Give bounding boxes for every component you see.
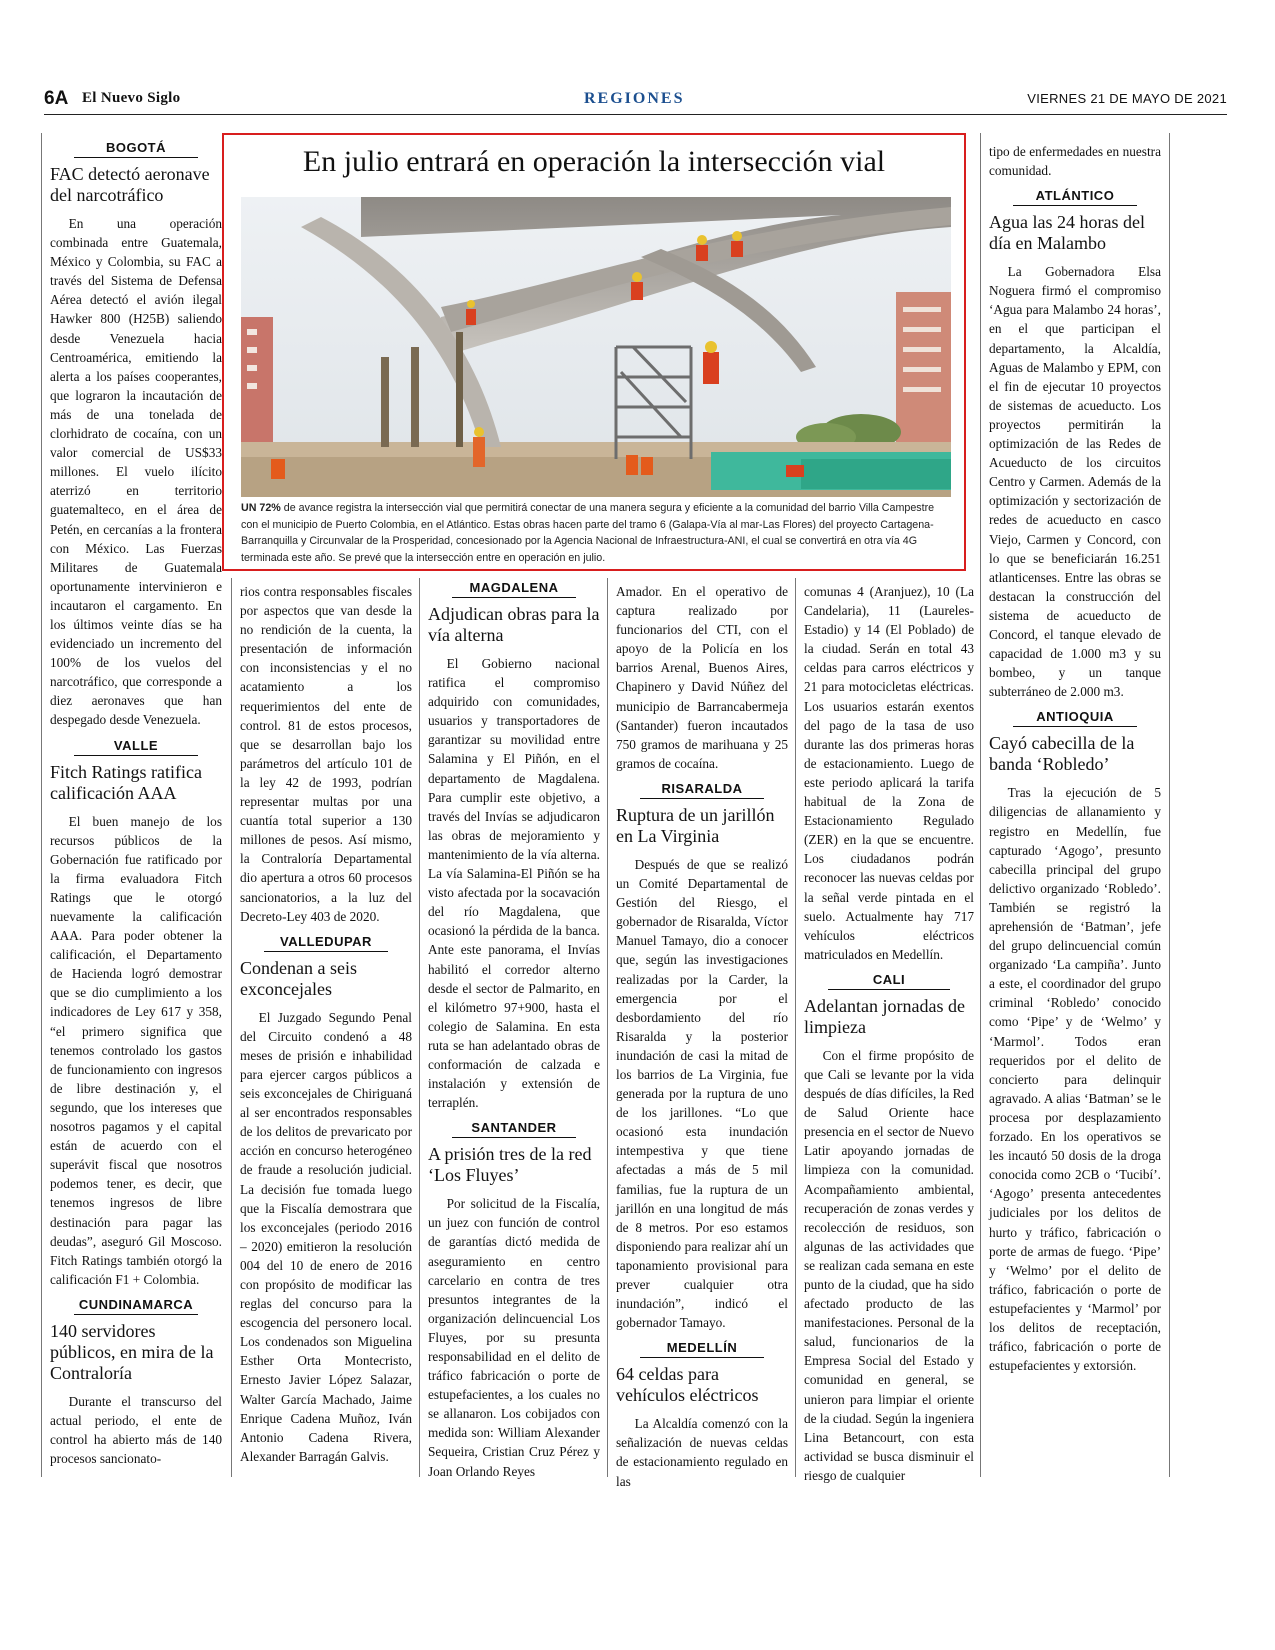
article-body-medellin-continued: comunas 4 (Aranjuez), 10 (La Candelaria), 11 (Laureles-Estadio) y 14 (El Poblado) de la ciudad. Serán en total 43 celdas para carros eléctricos y 21 para motocicletas eléctricas. Los usuarios estarán exentos del pago de la tasa de uso durante las dos primeras horas de estacionamiento. Luego de este periodo aplicará la tarifa habitual de la Zona de Estacionamiento Regulado (ZER) en la que se encuentre. Los ciudadanos podrán reconocer las nuevas celdas por la señal verde pintada en el suelo. Actualmente hay 717 vehículos eléctricos matriculados en Medellín. bbox=[804, 584, 974, 962]
article-body-cundinamarca-continued: rios contra responsables fiscales por aspectos que van desde la no rendición de la cuenta, la presentación de información con inconsistencias y el no acatamiento a los requerimientos del ente de control. 81 de estos procesos, que se desarrollan bajo los parámetros del artículo 101 de la ley 42 de 1993, podrían representar multas por una cuantía total superior a 130 millones de pesos. Así mismo, la Contraloría Departamental dio apertura a otros 60 procesos sancionatorios, a la luz del Decreto-Ley 403 de 2020. bbox=[240, 584, 412, 924]
article-body-antioquia: Tras la ejecución de 5 diligencias de allanamiento y registro en Medellín, fue capturado ‘Agogo’, presunto cabecilla principal del grupo delictivo organizado ‘Robledo’. También se registró la aprehensión de ‘Batman’, jefe del grupo delincuencial común organizado ‘La campiña’. Junto a este, el coordinador del grupo criminal ‘Robledo’ conocido como ‘Pipe’ y de ‘Welmo’ y ‘Marmol’. Todos eran requeridos por el delito de concierto para delinquir agravado. A alias ‘Batman’ se le procesa por desplazamiento forzado. En los operativos se les incautó 50 dosis de la droga conocida como 2CB o ‘Tucibí’. ‘Agogo’ presenta antecedentes judiciales por los delitos de hurto y tráfico, fabricación o porte de armas de fuego. ‘Pipe’ y ‘Welmo’ por el delito de tráfico, fabricación o porte de estupefacientes y ‘Marmol’ por los delitos de receptación, tráfico, fabricación o porte de estupefacientes y extorsión. bbox=[989, 785, 1161, 1374]
article-body-cundinamarca: Durante el transcurso del actual periodo, el ente de control ha abierto más de 140 procesos sancionato- bbox=[50, 1393, 222, 1467]
column-rule bbox=[419, 578, 420, 1477]
region-label-valle: VALLE bbox=[74, 738, 198, 756]
header-rule bbox=[44, 114, 1227, 115]
featured-headline: En julio entrará en operación la intersección vial bbox=[302, 145, 886, 178]
article-body-medellin: La Alcaldía comenzó con la señalización de nuevas celdas de estacionamiento regulado en las bbox=[616, 1416, 788, 1489]
headline-antioquia: Cayó cabecilla de la banda ‘Robledo’ bbox=[989, 733, 1135, 775]
featured-article[interactable] bbox=[222, 133, 966, 571]
section-title: REGIONES bbox=[584, 90, 685, 107]
headline-cundinamarca: 140 servidores públicos, en mira de la Contraloría bbox=[50, 1320, 214, 1383]
article-body-cali-continued: tipo de enfermedades en nuestra comunidad. bbox=[989, 144, 1161, 179]
region-label-atlantico: ATLÁNTICO bbox=[1013, 188, 1137, 206]
page-number: 6A bbox=[44, 88, 69, 109]
photo-caption bbox=[241, 500, 951, 566]
column-6 bbox=[989, 142, 1161, 1477]
headline-valle: Fitch Ratings ratifica calificación AAA bbox=[50, 761, 202, 803]
column-rule bbox=[607, 578, 608, 1477]
column-rule bbox=[795, 578, 796, 1477]
headline-bogota: FAC detectó aeronave del narcotráfico bbox=[50, 164, 210, 205]
article-body-valle: El buen manejo de los recursos públicos de la Gobernación fue ratificado por la firma evaluadora Fitch Ratings que le otorgó nuevamente la calificación AAA. Para poder obtener la calificación, el Departamento de Hacienda logró demostrar que se dio cumplimiento a los indicadores de Ley 617 y 358, “el primero significa que tenemos controlado los gastos de funcionamiento con ingresos de libre destinación y, el segundo, que los intereses que nosotros pagamos y el capital están de acuerdo con el superávit fiscal que nosotros podemos tener, es decir, que tenemos ingresos de libre destinación para pagar las deudas”, aseguró Gil Moscoso. Fitch Ratings también otorgó la calificación F1 + Colombia. bbox=[50, 813, 222, 1287]
region-label-santander: SANTANDER bbox=[452, 1120, 576, 1138]
article-body-valledupar: El Juzgado Segundo Penal del Circuito condenó a 48 meses de prisión e inhabilidad para ejercer cargos públicos a seis exconcejales de Chiriguaná al ser encontrados responsables de los delitos de prevaricato por acción en concurso heterogéneo de fraude a resolución judicial. La decisión fue tomada luego que la Fiscalía demostrara que los exconcejales (periodo 2016 – 2020) emitieron la resolución 004 del 10 de enero de 2016 con propósito de modificar las reglas del concurso para la escogencia del personero local. Los condenados son Miguelina Esther Orta Montecristo, Ernesto Javier López Salazar, Walter García Machado, Jaime Enrique Cadena Muñoz, Iván Antonio Cadena Rivera, Alexander Barragán Galvis. bbox=[240, 1009, 412, 1464]
newspaper-name: El Nuevo Siglo bbox=[82, 90, 181, 106]
construction-photo bbox=[241, 197, 951, 497]
headline-risaralda: Ruptura de un jarillón en La Virginia bbox=[616, 804, 775, 846]
region-label-cundinamarca: CUNDINAMARCA bbox=[74, 1297, 198, 1315]
column-rule bbox=[41, 133, 42, 1477]
region-label-cali: CALI bbox=[828, 972, 950, 990]
region-label-medellin: MEDELLÍN bbox=[640, 1340, 764, 1358]
article-body-atlantico: La Gobernadora Elsa Noguera firmó el compromiso ‘Agua para Malambo 24 horas’, en el que participan el departamento, la Alcaldía, Aguas de Malambo y EPM, con el fin de ejecutar 10 proyectos de sistemas de acueducto. Los proyectos permitirán la optimización de las Redes de Acueducto de los circuitos Centro y Carmen. Además de la optimización y sectorización de redes de acueducto en casco Viejo, Carmen y Concord, con lo que se beneficiarán 16.251 atlanticenses. Entre las obras se destacan la construcción del sistema de acueducto de Concord, el tanque elevado de capacidad de 1.000 m3 y su bombeo, y un tanque subterráneo de 2.000 m3. bbox=[989, 264, 1161, 700]
headline-valledupar: Condenan a seis exconcejales bbox=[240, 957, 357, 999]
headline-magdalena: Adjudican obras para la vía alterna bbox=[428, 604, 600, 645]
column-4 bbox=[616, 582, 788, 1489]
region-label-bogota: BOGOTÁ bbox=[74, 140, 198, 158]
headline-atlantico: Agua las 24 horas del día en Malambo bbox=[989, 212, 1145, 254]
region-label-antioquia: ANTIOQUIA bbox=[1013, 709, 1137, 727]
column-rule bbox=[231, 578, 232, 1477]
region-label-risaralda: RISARALDA bbox=[640, 781, 764, 799]
issue-date: VIERNES 21 DE MAYO DE 2021 bbox=[1027, 91, 1227, 106]
column-rule bbox=[1169, 133, 1170, 1477]
region-label-valledupar: VALLEDUPAR bbox=[264, 934, 388, 952]
headline-cali: Adelantan jornadas de limpieza bbox=[804, 995, 965, 1037]
column-3 bbox=[428, 578, 600, 1477]
article-body-magdalena: El Gobierno nacional ratifica el compromiso adquirido con comunidades, usuarios y transportadores de garantizar su movilidad entre Salamina y El Piñón, en el departamento de Magdalena. Para cumplir este objetivo, a través del Invías se adjudicaron las obras de mejoramiento y mantenimiento de la vía alterna. La vía Salamina-El Piñón se ha visto afectada por la socavación del río Magdalena, que ocasionó la pérdida de la banca. Ante este panorama, el Invías habilitó el corredor alterno desde el sector de Palmarito, en el kilómetro 97+900, hasta el colegio de Salamina. En esta ruta se han adelantado obras de conformación de calzada e instalación y extensión de terraplén. bbox=[428, 656, 600, 1111]
column-5 bbox=[804, 582, 974, 1483]
article-body-santander-continued: Amador. En el operativo de captura realizado por funcionarios del CTI, con el apoyo de la Policía en los barrios Arenal, Buenos Aires, Chapinero y David Núñez del municipio de Barrancabermeja (Santander) fueron incautados 750 gramos de marihuana y 25 gramos de cocaína. bbox=[616, 584, 788, 771]
article-body-cali: Con el firme propósito de que Cali se levante por la vida después de días difíciles, la Red de Salud Oriente hace presencia en el sector de Nuevo Latir apoyando jornadas de limpieza con la comunidad. Acompañamiento ambiental, recuperación de zonas verdes y recolección de residuos, son algunas de las actividades que se realizan cada semana en este punto de la ciudad, que ha sido afectado producto de las manifestaciones. Personal de la salud, funcionarios de la Empresa Social del Estado y comunidad en general, se unieron para limpiar el oriente de la ciudad. Según la ingeniera Lina Betancourt, con esta actividad se busca disminuir el riesgo de cualquier bbox=[804, 1047, 974, 1483]
caption-lead: UN 72% bbox=[241, 502, 281, 514]
headline-medellin: 64 celdas para vehículos eléctricos bbox=[616, 1364, 759, 1406]
column-rule bbox=[980, 133, 981, 1477]
caption-text: de avance registra la intersección vial que permitirá conectar de una manera segura y eficiente a la comunidad del barrio Villa Campestre con el municipio de Puerto Colombia, en el Atlántico. Estas obras hacen parte del tramo 6 (Galapa-Vía al mar-Las Flores) del proyecto Cartagena-Barranquilla y Circunvalar de la Prosperidad, concesionado por la Agencia Nacional de Infraestructura-ANI, el cual se convertirá en otra vía 4G terminada este año. Se prevé que la intersección entre en operación en julio. bbox=[241, 502, 935, 564]
article-body-risaralda: Después de que se realizó un Comité Departamental de Gestión del Riesgo, el gobernador de Risaralda, Víctor Manuel Tamayo, dio a conocer que, según las investigaciones realizadas por la Carder, la emergencia por el desbordamiento del río Risaralda y la posterior inundación de casi la mitad de los barrios de La Virginia, fue generada por la ruptura de uno de los jarillones. “Lo que ocasionó esta inundación intempestiva y que tiene afectadas a más de 5 mil familias, fue la ruptura de un jarillón en una longitud de más de 8 metros. Por eso estamos disponiendo para realizar ahí un taponamiento provisional para prever cualquier otra inundación”, indicó el gobernador Tamayo. bbox=[616, 856, 788, 1331]
article-body-santander: Por solicitud de la Fiscalía, un juez con función de control de garantías dictó medida de aseguramiento en centro carcelario en contra de tres presuntos integrantes de la organización delincuencial Los Fluyes, por su presunta responsabilidad en el delito de tráfico fabricación o porte de estupefacientes, a los cuales no se allanaron. Los cobijados con medida son: William Alexander Sequeira, Cristian Cruz Pérez y Joan Orlando Reyes bbox=[428, 1196, 600, 1479]
column-1 bbox=[50, 138, 222, 1478]
headline-santander: A prisión tres de la red ‘Los Fluyes’ bbox=[428, 1144, 592, 1186]
column-2 bbox=[240, 582, 412, 1477]
region-label-magdalena: MAGDALENA bbox=[452, 580, 576, 598]
article-body-bogota: En una operación combinada entre Guatemala, México y Colombia, su FAC a través del Sistema de Defensa Aérea detectó el avión ilegal Hawker 800 (H25B) saliendo desde Venezuela hacia Centroamérica, emitiendo la alerta a los países cooperantes, que lograron la incautación de más de una tonelada de clorhidrato de cocaína, con un valor comercial de US$33 millones. El vuelo ilícito aterrizó en territorio guatemalteco, en el área de Petén, en cercanías a la frontera con México. Las Fuerzas Militares de Guatemala oportunamente intervinieron e incautaron el cargamento. En los últimos veinte días se ha evidenciado un incremento del 100% de los vuelos del narcotráfico, que corresponde a diez aeronaves que han despegado desde Venezuela. bbox=[50, 216, 222, 728]
page-header bbox=[44, 88, 1227, 112]
